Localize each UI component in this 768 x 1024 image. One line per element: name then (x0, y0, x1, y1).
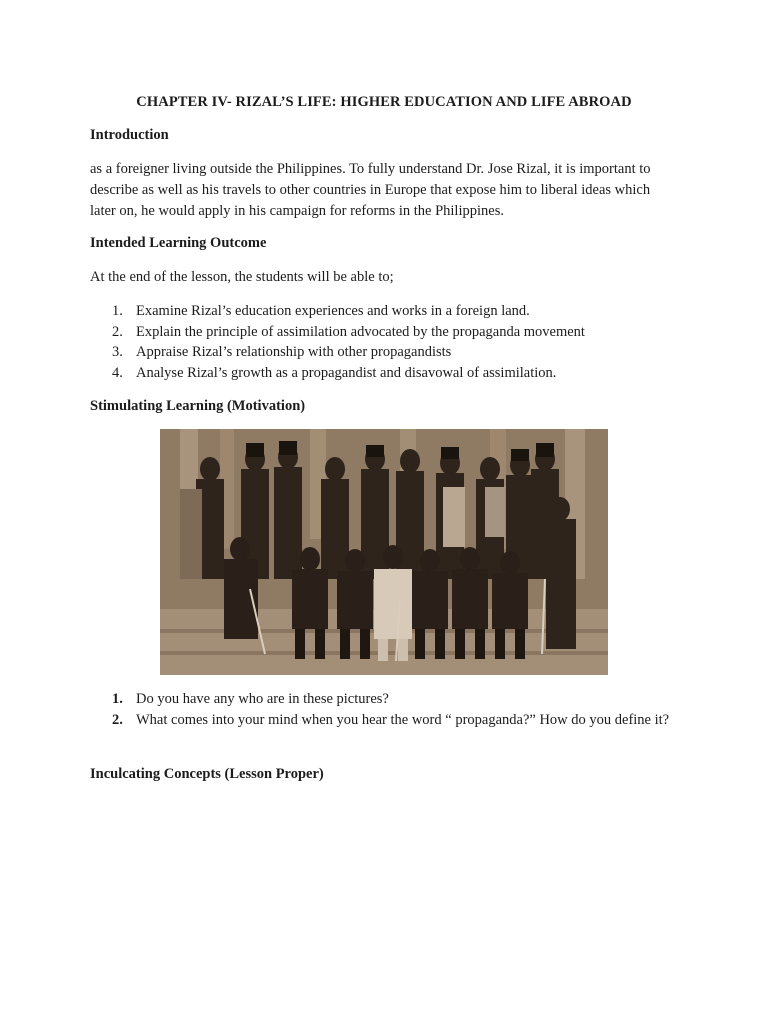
introduction-heading: Introduction (90, 127, 169, 143)
list-number: 2. (112, 711, 123, 728)
learning-outcome-lead: At the end of the lesson, the students will be able to; (90, 269, 394, 285)
list-text: Explain the principle of assimilation advocated by the propaganda movement (136, 323, 585, 340)
list-number: 4. (112, 364, 123, 381)
chapter-title: CHAPTER IV- RIZAL’S LIFE: HIGHER EDUCATION AND LIFE ABROAD (136, 94, 632, 110)
list-number: 2. (112, 323, 123, 340)
introduction-paragraph (90, 159, 690, 222)
group-photograph (160, 429, 608, 675)
learning-outcome-heading: Intended Learning Outcome (90, 235, 267, 251)
list-item (90, 710, 700, 731)
list-item (90, 342, 700, 363)
list-number: 1. (112, 691, 123, 707)
list-number: 1. (112, 303, 123, 319)
motivation-heading: Stimulating Learning (Motivation) (90, 398, 306, 414)
list-item (90, 363, 700, 384)
learning-outcome-list (90, 301, 700, 383)
lesson-proper-heading: Inculcating Concepts (Lesson Proper) (90, 766, 324, 782)
introduction-line: describe as well as his travels to other countries in Europe that expose him to liberal ideas which (90, 182, 651, 198)
introduction-line: as a foreigner living outside the Philippines. To fully understand Dr. Jose Rizal, it is important to (90, 161, 651, 177)
list-number: 3. (112, 344, 123, 360)
list-item (90, 689, 700, 710)
list-text: Do you have any who are in these pictures? (136, 691, 389, 707)
group-photograph-illustration (160, 429, 608, 675)
list-text: Examine Rizal’s education experiences and works in a foreign land. (136, 303, 530, 319)
list-text: Appraise Rizal’s relationship with other propagandists (136, 344, 452, 360)
list-item (90, 322, 700, 343)
list-text: Analyse Rizal’s growth as a propagandist and disavowal of assimilation. (136, 364, 557, 381)
motivation-question-list (90, 689, 700, 730)
introduction-line: later on, he would apply in his campaign for reforms in the Philippines. (90, 203, 504, 219)
list-text: What comes into your mind when you hear the word “ propaganda?” How do you define it? (136, 711, 670, 728)
list-item (90, 301, 700, 322)
